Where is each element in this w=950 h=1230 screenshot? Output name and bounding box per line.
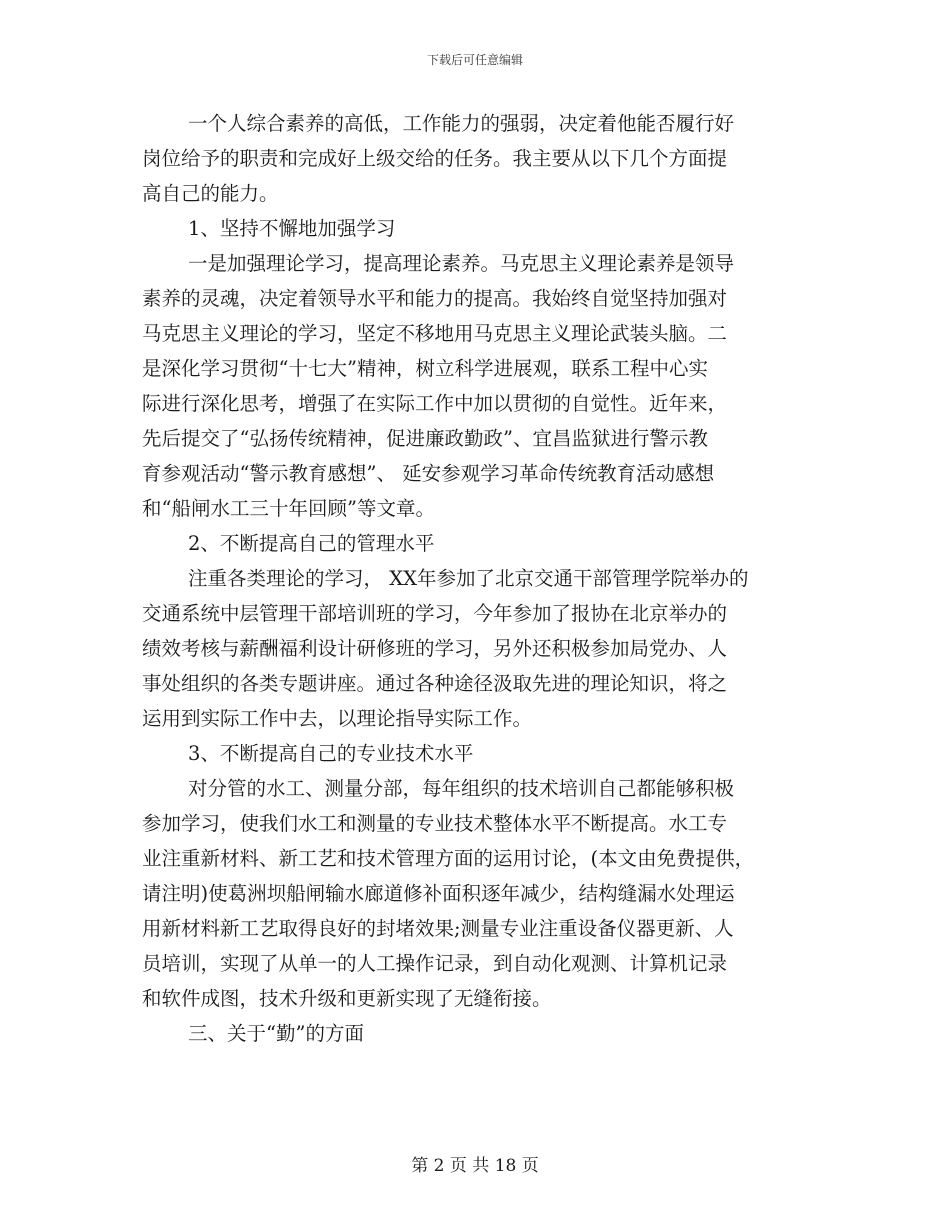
text-line: 际进行深化思考，增强了在实际工作中加以贯彻的自觉性。近年来， [142,392,728,415]
text-line: 2、不断提高自己的管理水平 [188,532,435,555]
text-line: 素养的灵魂，决定着领导水平和能力的提高。我始终自觉坚持加强对 [142,287,728,310]
text-line: 事处组织的各类专题讲座。通过各种途径汲取先进的理论知识，将之 [142,672,728,695]
text-line: 一是加强理论学习，提高理论素养。马克思主义理论素养是领导 [188,252,735,275]
text-line: 是深化学习贯彻“十七大”精神，树立科学进展观，联系工程中心实 [142,357,708,380]
text-line: 育参观活动“警示教育感想”、 延安参观学习革命传统教育活动感想 [142,462,715,485]
text-line: 和软件成图，技术升级和更新实现了无缝衔接。 [142,987,552,1010]
text-line: 岗位给予的职责和完成好上级交给的任务。我主要从以下几个方面提 [142,147,728,170]
text-line: 三、关于“勤”的方面 [188,1022,364,1045]
text-line: 业注重新材料、新工艺和技术管理方面的运用讨论，(本文由免费提供， [142,847,755,870]
text-line: 1、坚持不懈地加强学习 [188,217,396,240]
text-line: 高自己的能力。 [142,182,279,205]
document-body [142,106,818,1051]
text-line: 注重各类理论的学习， XX年参加了北京交通干部管理学院举办的 [188,567,749,590]
page-header: 下载后可任意编辑 [426,53,523,67]
page-footer: 第 2 页 共 18 页 [411,1156,539,1176]
text-line: 先后提交了“弘扬传统精神，促进廉政勤政”、宜昌监狱进行警示教 [142,427,708,450]
text-line: 请注明)使葛洲坝船闸输水廊道修补面积逐年减少，结构缝漏水处理运 [142,882,735,905]
text-line: 交通系统中层管理干部培训班的学习，今年参加了报协在北京举办的 [142,602,728,625]
text-line: 和“船闸水工三十年回顾”等文章。 [142,497,435,520]
text-line: 用新材料新工艺取得良好的封堵效果;测量专业注重设备仪器更新、人 [142,917,734,940]
text-line: 一个人综合素养的高低，工作能力的强弱，决定着他能否履行好 [188,112,735,135]
text-line: 员培训，实现了从单一的人工操作记录，到自动化观测、计算机记录 [142,952,728,975]
text-line: 运用到实际工作中去，以理论指导实际工作。 [142,707,533,730]
text-line: 3、不断提高自己的专业技术水平 [188,742,474,765]
text-line: 绩效考核与薪酬福利设计研修班的学习，另外还积极参加局党办、人 [142,637,728,660]
text-line: 参加学习，使我们水工和测量的专业技术整体水平不断提高。水工专 [142,812,728,835]
text-line: 对分管的水工、测量分部，每年组织的技术培训自己都能够积极 [188,777,735,800]
text-line: 马克思主义理论的学习，坚定不移地用马克思主义理论武装头脑。二 [142,322,728,345]
